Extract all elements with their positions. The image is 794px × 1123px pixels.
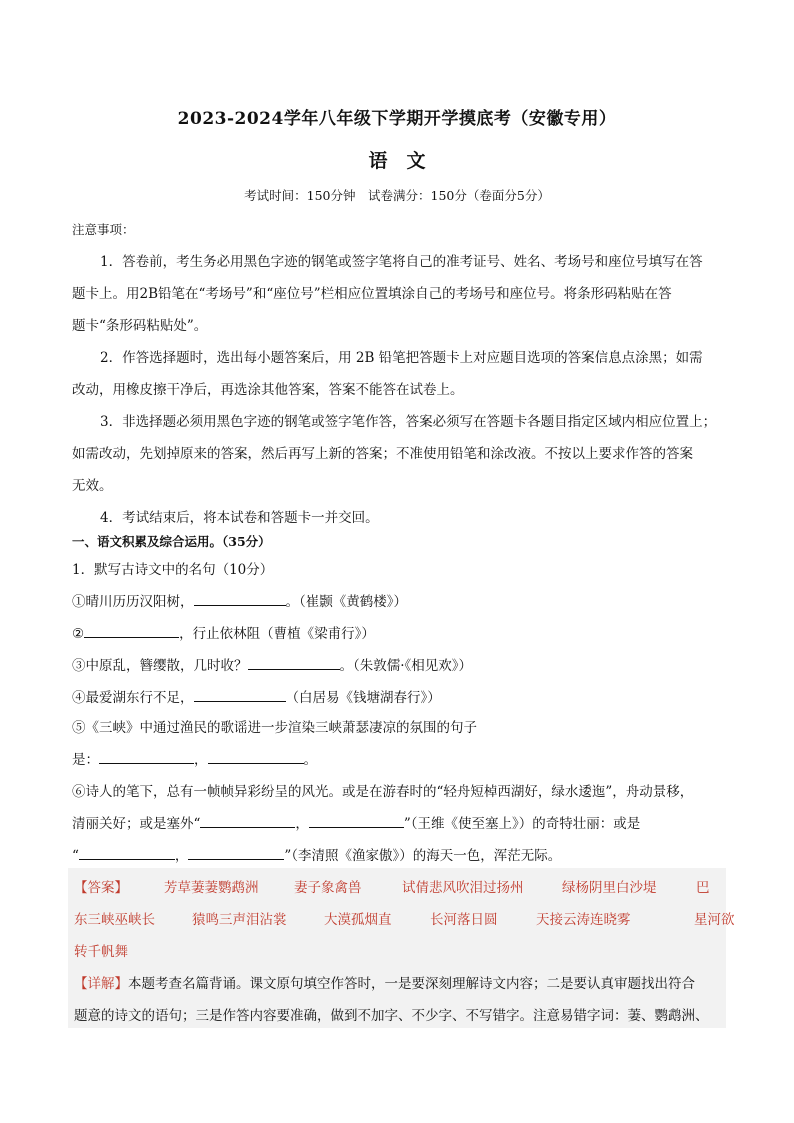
answer-blank[interactable] [309,814,404,828]
notice-item-1-line-1: 1．答卷前，考生务必用黑色字迹的钢笔或签字笔将自己的准考证号、姓名、考场号和座位号填写在答 [100,254,703,270]
notice-item-1-line-3: 题卡“条形码粘贴处”。 [72,318,208,334]
answer-item: 猿鸣三声泪沾裳 [192,912,287,928]
answer-item: 东三峡巫峡长 [74,912,155,928]
answer-blank[interactable] [200,814,295,828]
answer-label: 【答案】 [74,880,128,896]
q1-3-suffix: 。（朱敦儒·《相见欢》） [339,658,473,674]
question-1-6-line-3 [72,844,732,864]
q1-1-suffix: 。（崔颢《黄鹤楼》） [285,594,407,610]
q1-6-l3-mid: ， [174,848,189,864]
question-1-6-line-2 [72,812,732,832]
q1-6-l2-mid: ， [295,816,309,832]
answer-item: 巴 [696,880,710,896]
q1-5-suffix: 。 [303,752,317,768]
q1-3-prefix: ③中原乱，簪缨散，几时收？ [72,658,248,674]
q1-6-l2-suffix: ”（王维《使至塞上》）的奇特壮丽：或是 [403,816,641,832]
answer-item: 大漠孤烟直 [324,912,392,928]
answer-item: 转千帆舞 [74,944,128,960]
explanation-line-1 [74,972,734,992]
q1-4-suffix: （白居易《钱塘湖春行》） [285,690,441,706]
notice-item-2-line-1: 2．作答选择题时，选出每小题答案后，用 2B 铅笔把答题卡上对应题目选项的答案信息点涂黑；如需 [100,350,703,366]
q1-6-l3-suffix: ”（李清照《渔家傲》）的海天一色，浑茫无际。 [284,848,562,864]
answer-blank[interactable] [208,750,304,764]
q1-6-l2-prefix: 清丽关好；或是塞外“ [72,816,201,832]
q1-5-prefix: 是： [72,752,99,768]
explanation-label: 【详解】 [74,976,128,992]
exam-info: 考试时间：150分钟 试卷满分：150分（卷面分5分） [244,188,550,203]
question-1-5-line-1: ⑤《三峡》中通过渔民的歌谣进一步渲染三峡萧瑟凄凉的氛围的句子 [72,720,477,736]
question-1-4 [72,686,732,706]
subject-title: 语 文 [368,150,426,172]
notice-item-3-line-3: 无效。 [72,478,113,494]
answer-item: 天接云涛连晓雾 [536,912,631,928]
notice-item-3-line-1: 3．非选择题必须用黑色字迹的钢笔或签字笔作答，答案必须写在答题卡各题目指定区域内相应位置上； [100,414,717,430]
q1-2-prefix: ② [72,626,85,642]
answer-item: 妻子象禽兽 [294,880,362,896]
answer-blank[interactable] [84,624,179,638]
question-1-heading: 1．默写古诗文中的名句（10分） [72,562,274,578]
answer-blank[interactable] [99,750,194,764]
answer-item: 芳草萋萋鹦鹉洲 [164,880,259,896]
question-1-6-line-1: ⑥诗人的笔下，总有一帧帧异彩纷呈的风光。或是在游春时的“轻舟短棹西湖好，绿水逶迤”，舟动景移， [72,784,694,800]
notice-item-3-line-2: 如需改动，先划掉原来的答案，然后再写上新的答案；不准使用铅笔和涂改液。不按以上要求作答的答案 [72,446,693,462]
explanation-text: 本题考查名篇背诵。课文原句填空作答时，一是要深刻理解诗文内容；二是要认真审题找出符合 [128,976,695,992]
q1-6-l3-prefix: “ [72,848,79,864]
notice-item-2-line-2: 改动，用橡皮擦干净后，再选涂其他答案，答案不能答在试卷上。 [72,382,464,398]
answer-item: 绿杨阴里白沙堤 [562,880,657,896]
answer-blank[interactable] [79,846,175,860]
answer-blank[interactable] [194,688,286,702]
answer-item: 星河欲 [694,912,735,928]
page-title: 2023-2024学年八年级下学期开学摸底考（安徽专用） [177,109,617,129]
q1-2-suffix: ，行止依林阻（曹植《梁甫行》） [179,626,375,642]
q1-5-mid: ， [194,752,208,768]
answer-item: 试倩悲风吹泪过扬州 [402,880,524,896]
notice-heading: 注意事项： [72,222,135,237]
explanation-line-2: 题意的诗文的语句；三是作答内容要准确，做到不加字、不少字、不写错字。注意易错字词：萋、鹦鹉洲、 [74,1008,709,1024]
question-1-5-line-2 [72,748,732,768]
q1-4-prefix: ④最爱湖东行不足， [72,690,194,706]
notice-item-4: 4．考试结束后，将本试卷和答题卡一并交回。 [100,510,379,526]
answer-blank[interactable] [248,656,340,670]
question-1-1 [72,590,732,610]
answer-blank[interactable] [194,592,286,606]
question-1-3 [72,654,732,674]
answer-blank[interactable] [188,846,284,860]
section-1-heading: 一、语文积累及综合运用。（35分） [72,534,271,549]
question-1-2 [72,622,732,642]
q1-1-prefix: ①晴川历历汉阳树， [72,594,194,610]
notice-item-1-line-2: 题卡上。用2B铅笔在“考场号”和“座位号”栏相应位置填涂自己的考场号和座位号。将条形码粘贴在答 [72,286,672,302]
answer-item: 长河落日圆 [430,912,498,928]
